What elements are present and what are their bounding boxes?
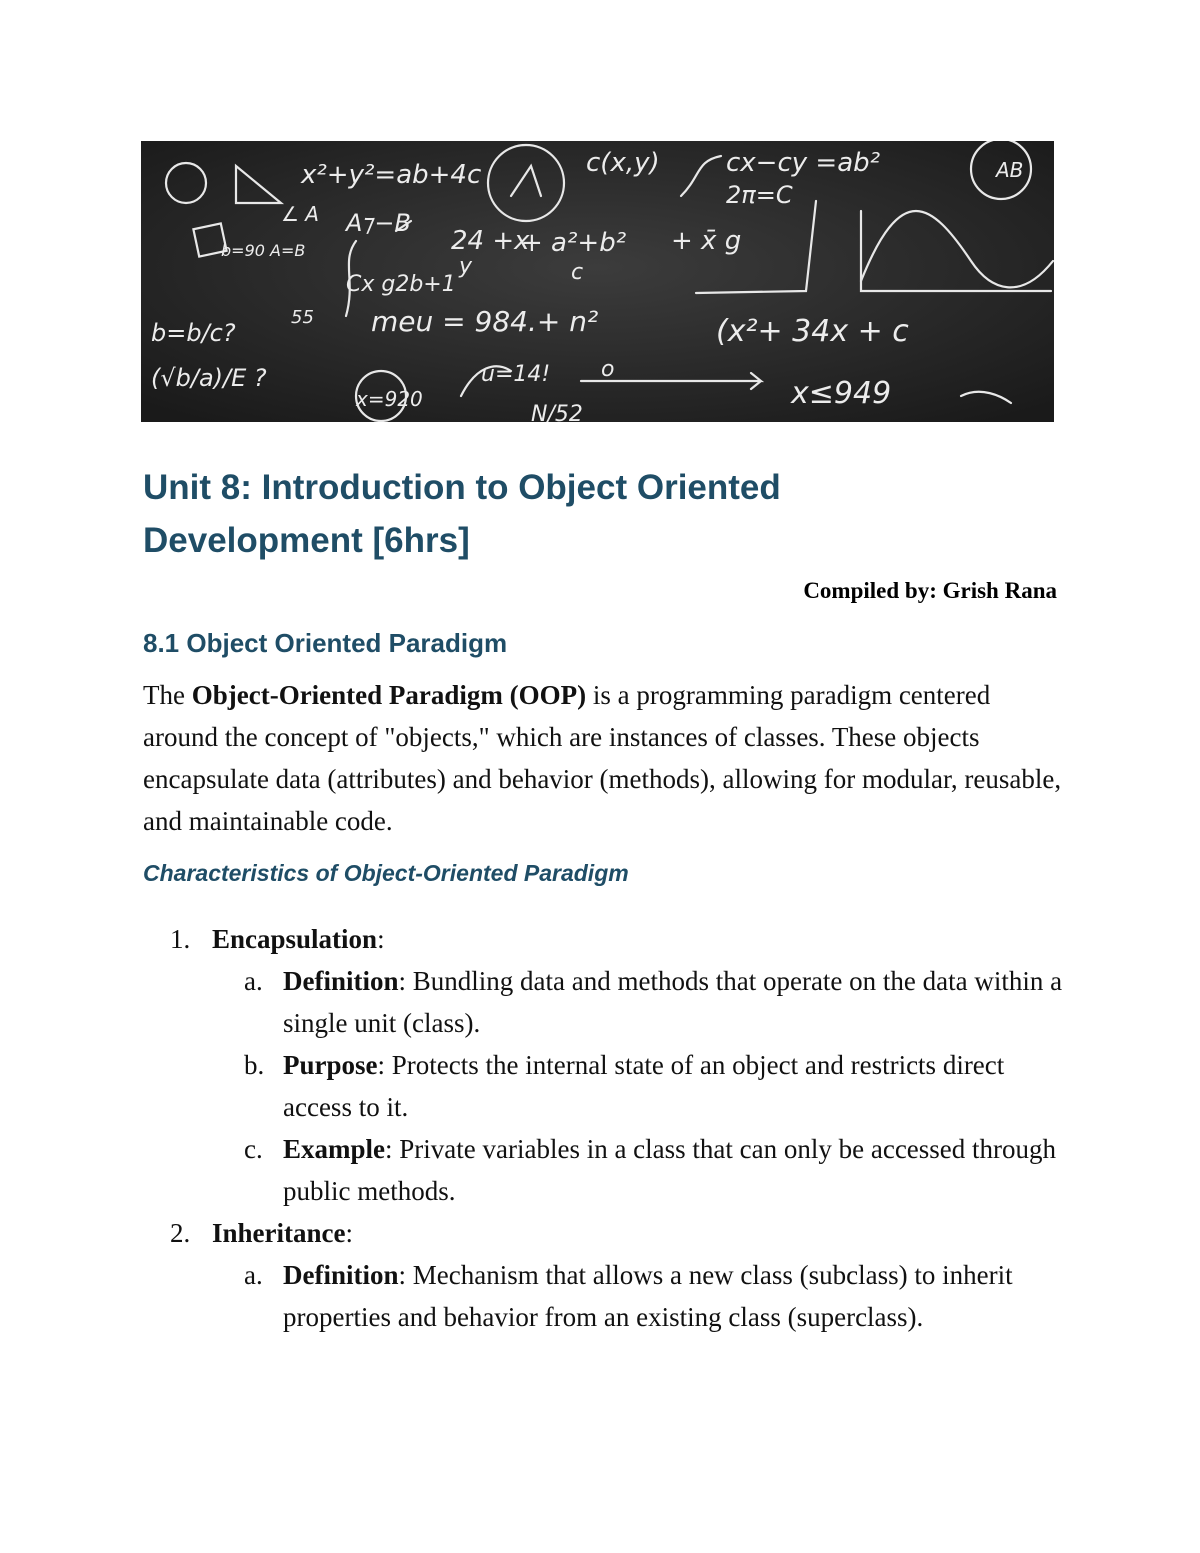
sub-text: : Protects the internal state of an object and restricts direct access to it. bbox=[283, 1050, 1005, 1122]
svg-text:meu = 984.+ n²: meu = 984.+ n² bbox=[371, 305, 599, 338]
svg-text:Cx g2b+1: Cx g2b+1 bbox=[346, 272, 456, 297]
sub-item-definition bbox=[0, 960, 1073, 1044]
svg-text:AB: AB bbox=[996, 158, 1024, 182]
sub-item-example bbox=[0, 1128, 1073, 1212]
sub-text: : Private variables in a class that can only be accessed through public methods. bbox=[283, 1134, 1057, 1206]
svg-text:N/52: N/52 bbox=[531, 402, 583, 422]
list-number: 2. bbox=[170, 1218, 191, 1248]
chalkboard-math-icon bbox=[141, 141, 1054, 422]
compiled-by: Compiled by: Grish Rana bbox=[803, 578, 1057, 603]
sub-item-definition bbox=[0, 1254, 1073, 1338]
svg-text:o: o bbox=[601, 357, 615, 382]
svg-text:u=14!: u=14! bbox=[481, 362, 551, 387]
svg-text:b=90 A=B: b=90 A=B bbox=[221, 241, 306, 260]
svg-text:x≤949: x≤949 bbox=[791, 376, 892, 411]
svg-text:b=b/c?: b=b/c? bbox=[151, 319, 236, 347]
chalkboard-banner-image bbox=[141, 141, 1054, 422]
intro-bold: Object-Oriented Paradigm (OOP) bbox=[191, 680, 587, 710]
svg-text:cx−cy =ab²: cx−cy =ab² bbox=[726, 148, 881, 178]
page-title bbox=[143, 461, 1043, 567]
characteristics-heading: Characteristics of Object-Oriented Paradigm bbox=[143, 860, 629, 886]
svg-text:y: y bbox=[459, 254, 473, 279]
sub-label: Definition bbox=[283, 966, 399, 996]
title-line-2: Development [6hrs] bbox=[143, 521, 470, 560]
svg-text:2π=C: 2π=C bbox=[726, 181, 793, 209]
list-item-sep: : bbox=[377, 924, 385, 954]
svg-text:A⁊−B: A⁊−B bbox=[346, 209, 411, 237]
svg-text:24 +x: 24 +x bbox=[451, 226, 530, 256]
title-line-1: Unit 8: Introduction to Object Oriented bbox=[143, 468, 781, 507]
svg-text:(x²+ 34x + c: (x²+ 34x + c bbox=[716, 314, 909, 349]
list-number: 1. bbox=[170, 924, 191, 954]
sub-label: Purpose bbox=[283, 1050, 378, 1080]
svg-text:x²+y²=ab+4c: x²+y²=ab+4c bbox=[301, 160, 482, 190]
list-item-inheritance bbox=[0, 1212, 1100, 1254]
intro-pre: The bbox=[143, 680, 192, 710]
sub-letter: c. bbox=[244, 1134, 263, 1164]
list-item-encapsulation bbox=[0, 918, 1100, 960]
sub-item-purpose bbox=[0, 1044, 1073, 1128]
svg-text:c(x,y): c(x,y) bbox=[586, 148, 660, 178]
svg-text:x=920: x=920 bbox=[356, 387, 423, 411]
svg-text:(√b/a)/E ?: (√b/a)/E ? bbox=[151, 364, 267, 392]
svg-text:+ x̄ g: + x̄ g bbox=[671, 226, 742, 256]
list-item-sep: : bbox=[345, 1218, 353, 1248]
svg-text:55: 55 bbox=[291, 307, 314, 328]
sub-letter: b. bbox=[244, 1050, 265, 1080]
svg-text:c: c bbox=[571, 260, 584, 285]
section-heading: 8.1 Object Oriented Paradigm bbox=[143, 628, 508, 658]
list-item-title: Inheritance bbox=[212, 1218, 346, 1248]
sub-letter: a. bbox=[244, 966, 263, 996]
intro-paragraph bbox=[143, 674, 1063, 842]
svg-text:∠ A: ∠ A bbox=[281, 202, 319, 226]
sub-label: Example bbox=[283, 1134, 386, 1164]
sub-label: Definition bbox=[283, 1260, 399, 1290]
sub-letter: a. bbox=[244, 1260, 263, 1290]
sub-text: : Bundling data and methods that operate on the data within a single unit (class). bbox=[283, 966, 1063, 1038]
intro-rest: is a programming paradigm centered around the concept of "objects," which are instances of classes. These objects encapsulate data (attributes) and behavior (methods), allowing for modular, reusable, and maintainable code. bbox=[143, 680, 1062, 836]
list-item-title: Encapsulation bbox=[212, 924, 378, 954]
sub-text: : Mechanism that allows a new class (subclass) to inherit properties and behavior from an existing class (superclass). bbox=[283, 1260, 1013, 1332]
svg-text:+ a²+b²: + a²+b² bbox=[521, 228, 627, 258]
characteristics-list bbox=[0, 918, 1100, 1338]
